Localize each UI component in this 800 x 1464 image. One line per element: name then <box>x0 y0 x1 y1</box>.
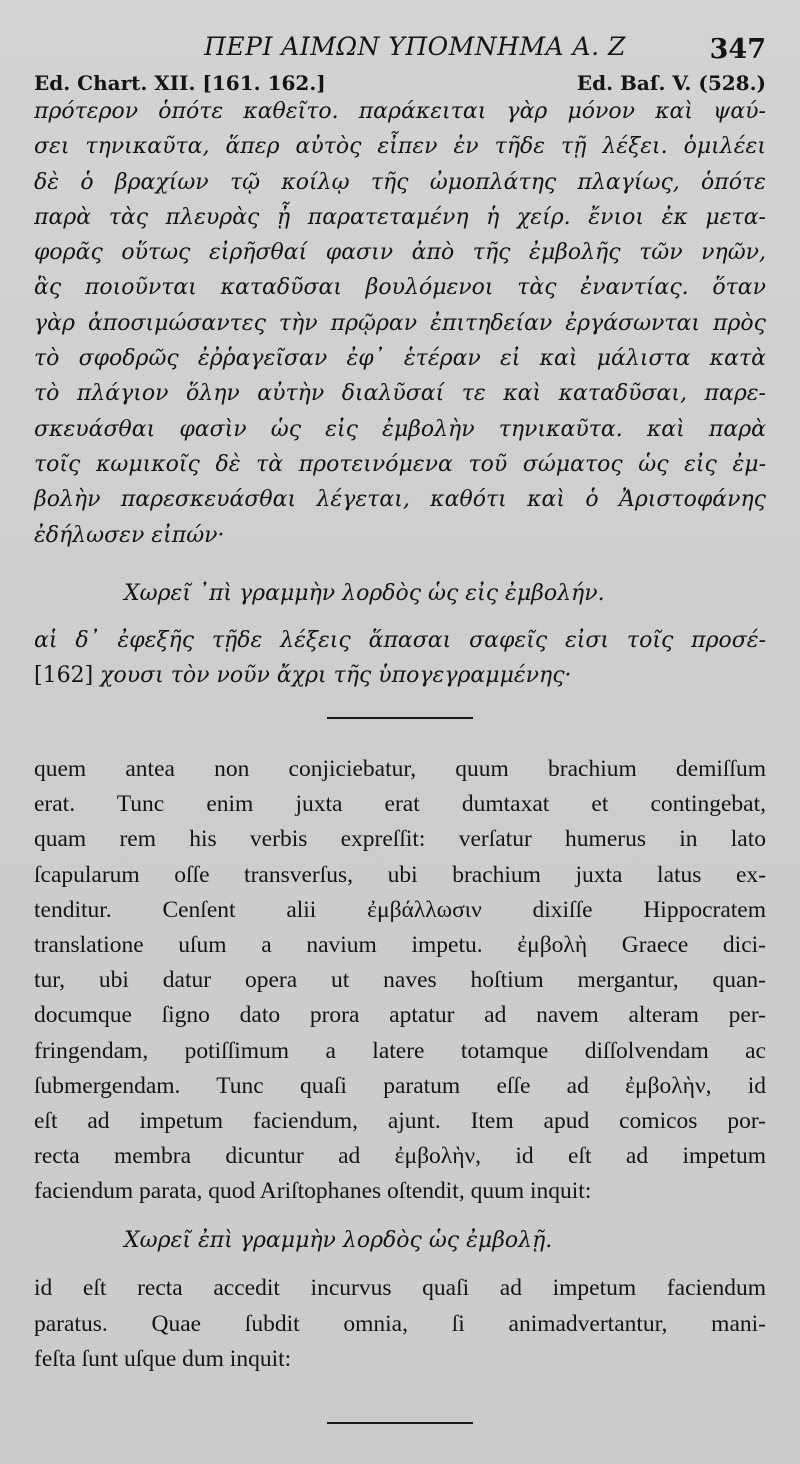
greek-line: ἐδήλωσεν εἰπών· <box>34 522 225 548</box>
latin-line: quem antea non conjiciebatur, quum brachium demiſſum <box>34 756 766 782</box>
greek-line-with-marker <box>34 658 766 693</box>
latin-line: eſt ad impetum faciendum, ajunt. Item apud comicos por- <box>34 1107 766 1134</box>
greek-text-block <box>34 94 766 693</box>
edition-basel-reference: Ed. Baſ. V. (528.) <box>576 71 766 95</box>
latin-line: erat. Tunc enim juxta erat dumtaxat et contingebat, <box>34 791 766 818</box>
greek-line: φορᾶς οὕτως εἰρῆσθαί φασιν ἀπὸ τῆς ἐμβολῆς τῶν νηῶν, <box>34 240 766 266</box>
latin-line: documque ſigno dato prora aptatur ad navem alteram per- <box>34 1002 766 1029</box>
greek-verse-quotation: Χωρεῖ ᾽πὶ γραμμὴν λορδὸς ὡς εἰς ἐμβολήν. <box>124 580 605 606</box>
page-number: 347 <box>709 34 766 65</box>
latin-line: ſubmergendam. Tunc quaſi paratum eſſe ad ἐμβολὴν, id <box>34 1072 766 1099</box>
section-divider <box>327 717 473 719</box>
greek-line: γὰρ ἀποσιμώσαντες τὴν πρῷραν ἐπιτηδείαν ἐργάσωνται πρὸς <box>34 310 766 336</box>
greek-line: βολὴν παρεσκευάσθαι λέγεται, καθότι καὶ ὁ Ἀριστοφάνης <box>34 487 766 513</box>
greek-line: παρὰ τὰς πλευρὰς ᾖ παρατεταμένη ἡ χείρ. ἔνιοι ἐκ μετα- <box>34 204 766 230</box>
latin-line: feſta ſunt uſque dum inquit: <box>34 1345 292 1372</box>
latin-line: tenditur. Cenſent alii ἐμβάλλωσιν dixiſſe Hippocratem <box>34 896 766 923</box>
greek-line-text: χουσι τὸν νοῦν ἄχρι τῆς ὑπογεγραμμένης· <box>100 663 572 689</box>
greek-line: τὸ πλάγιον ὅλην αὐτὴν διαλῦσαί τε καὶ καταδῦσαι, παρε- <box>34 381 766 407</box>
greek-line: δὲ ὁ βραχίων τῷ κοίλῳ τῆς ὠμοπλάτης πλαγίως, ὁπότε <box>34 169 766 195</box>
greek-line: σκευάσθαι φασὶν ὡς εἰς ἐμβολὴν τηνικαῦτα. καὶ παρὰ <box>34 416 766 442</box>
latin-line: id eſt recta accedit incurvus quaſi ad impetum faciendum <box>34 1275 766 1302</box>
latin-line: ſcapularum oſſe transverſus, ubi brachium juxta latus ex- <box>34 861 766 888</box>
greek-line: ἃς ποιοῦνται καταδῦσαι βουλόμενοι τὰς ἐναντίας. ὅταν <box>34 275 766 301</box>
section-divider <box>327 1422 473 1424</box>
edition-chart-reference: Ed. Chart. XII. [161. 162.] <box>34 71 326 95</box>
latin-line: quam rem his verbis expreſſit: verſatur humerus in lato <box>34 826 766 853</box>
greek-line: πρότερον ὁπότε καθεῖτο. παράκειται γὰρ μόνον καὶ ψαύ- <box>34 99 766 124</box>
latin-line: fringendam, potiſſimum a latere totamque diſſolvendam ac <box>34 1037 766 1064</box>
latin-line: recta membra dicuntur ad ἐμβολὴν, id eſt ad impetum <box>34 1143 766 1170</box>
running-title: ΠΕΡΙ ΑΙΜΩΝ ΥΠΟΜΝΗΜΑ Α. Ζ <box>204 32 626 61</box>
greek-line: τοῖς κωμικοῖς δὲ τὰ προτεινόμενα τοῦ σώματος ὡς εἰς ἐμ- <box>34 451 766 477</box>
latin-line: translatione uſum a navium impetu. ἐμβολὴ Graece dici- <box>34 931 766 958</box>
latin-line: paratus. Quae ſubdit omnia, ſi animadvertantur, mani- <box>34 1310 766 1337</box>
greek-line: τὸ σφοδρῶς ἐῤῥαγεῖσαν ἐφ᾽ ἑτέραν εἰ καὶ μάλιστα κατὰ <box>34 346 766 372</box>
latin-line: faciendum parata, quod Ariſtophanes oſtendit, quum inquit: <box>34 1178 592 1205</box>
latin-translation-block <box>34 752 766 1377</box>
page-marker: [162] <box>34 663 94 689</box>
greek-line: αἱ δ᾽ ἐφεξῆς τῇδε λέξεις ἅπασαι σαφεῖς εἰσι τοῖς προσέ- <box>34 627 766 653</box>
greek-line: σει τηνικαῦτα, ἅπερ αὐτὸς εἶπεν ἐν τῆδε τῇ λέξει. ὁμιλέει <box>34 134 766 160</box>
greek-verse-in-latin: Χωρεῖ ἐπὶ γραμμὴν λορδὸς ὡς ἐμβολῇ. <box>124 1228 553 1254</box>
latin-line: tur, ubi datur opera ut naves hoſtium mergantur, quan- <box>34 967 766 994</box>
